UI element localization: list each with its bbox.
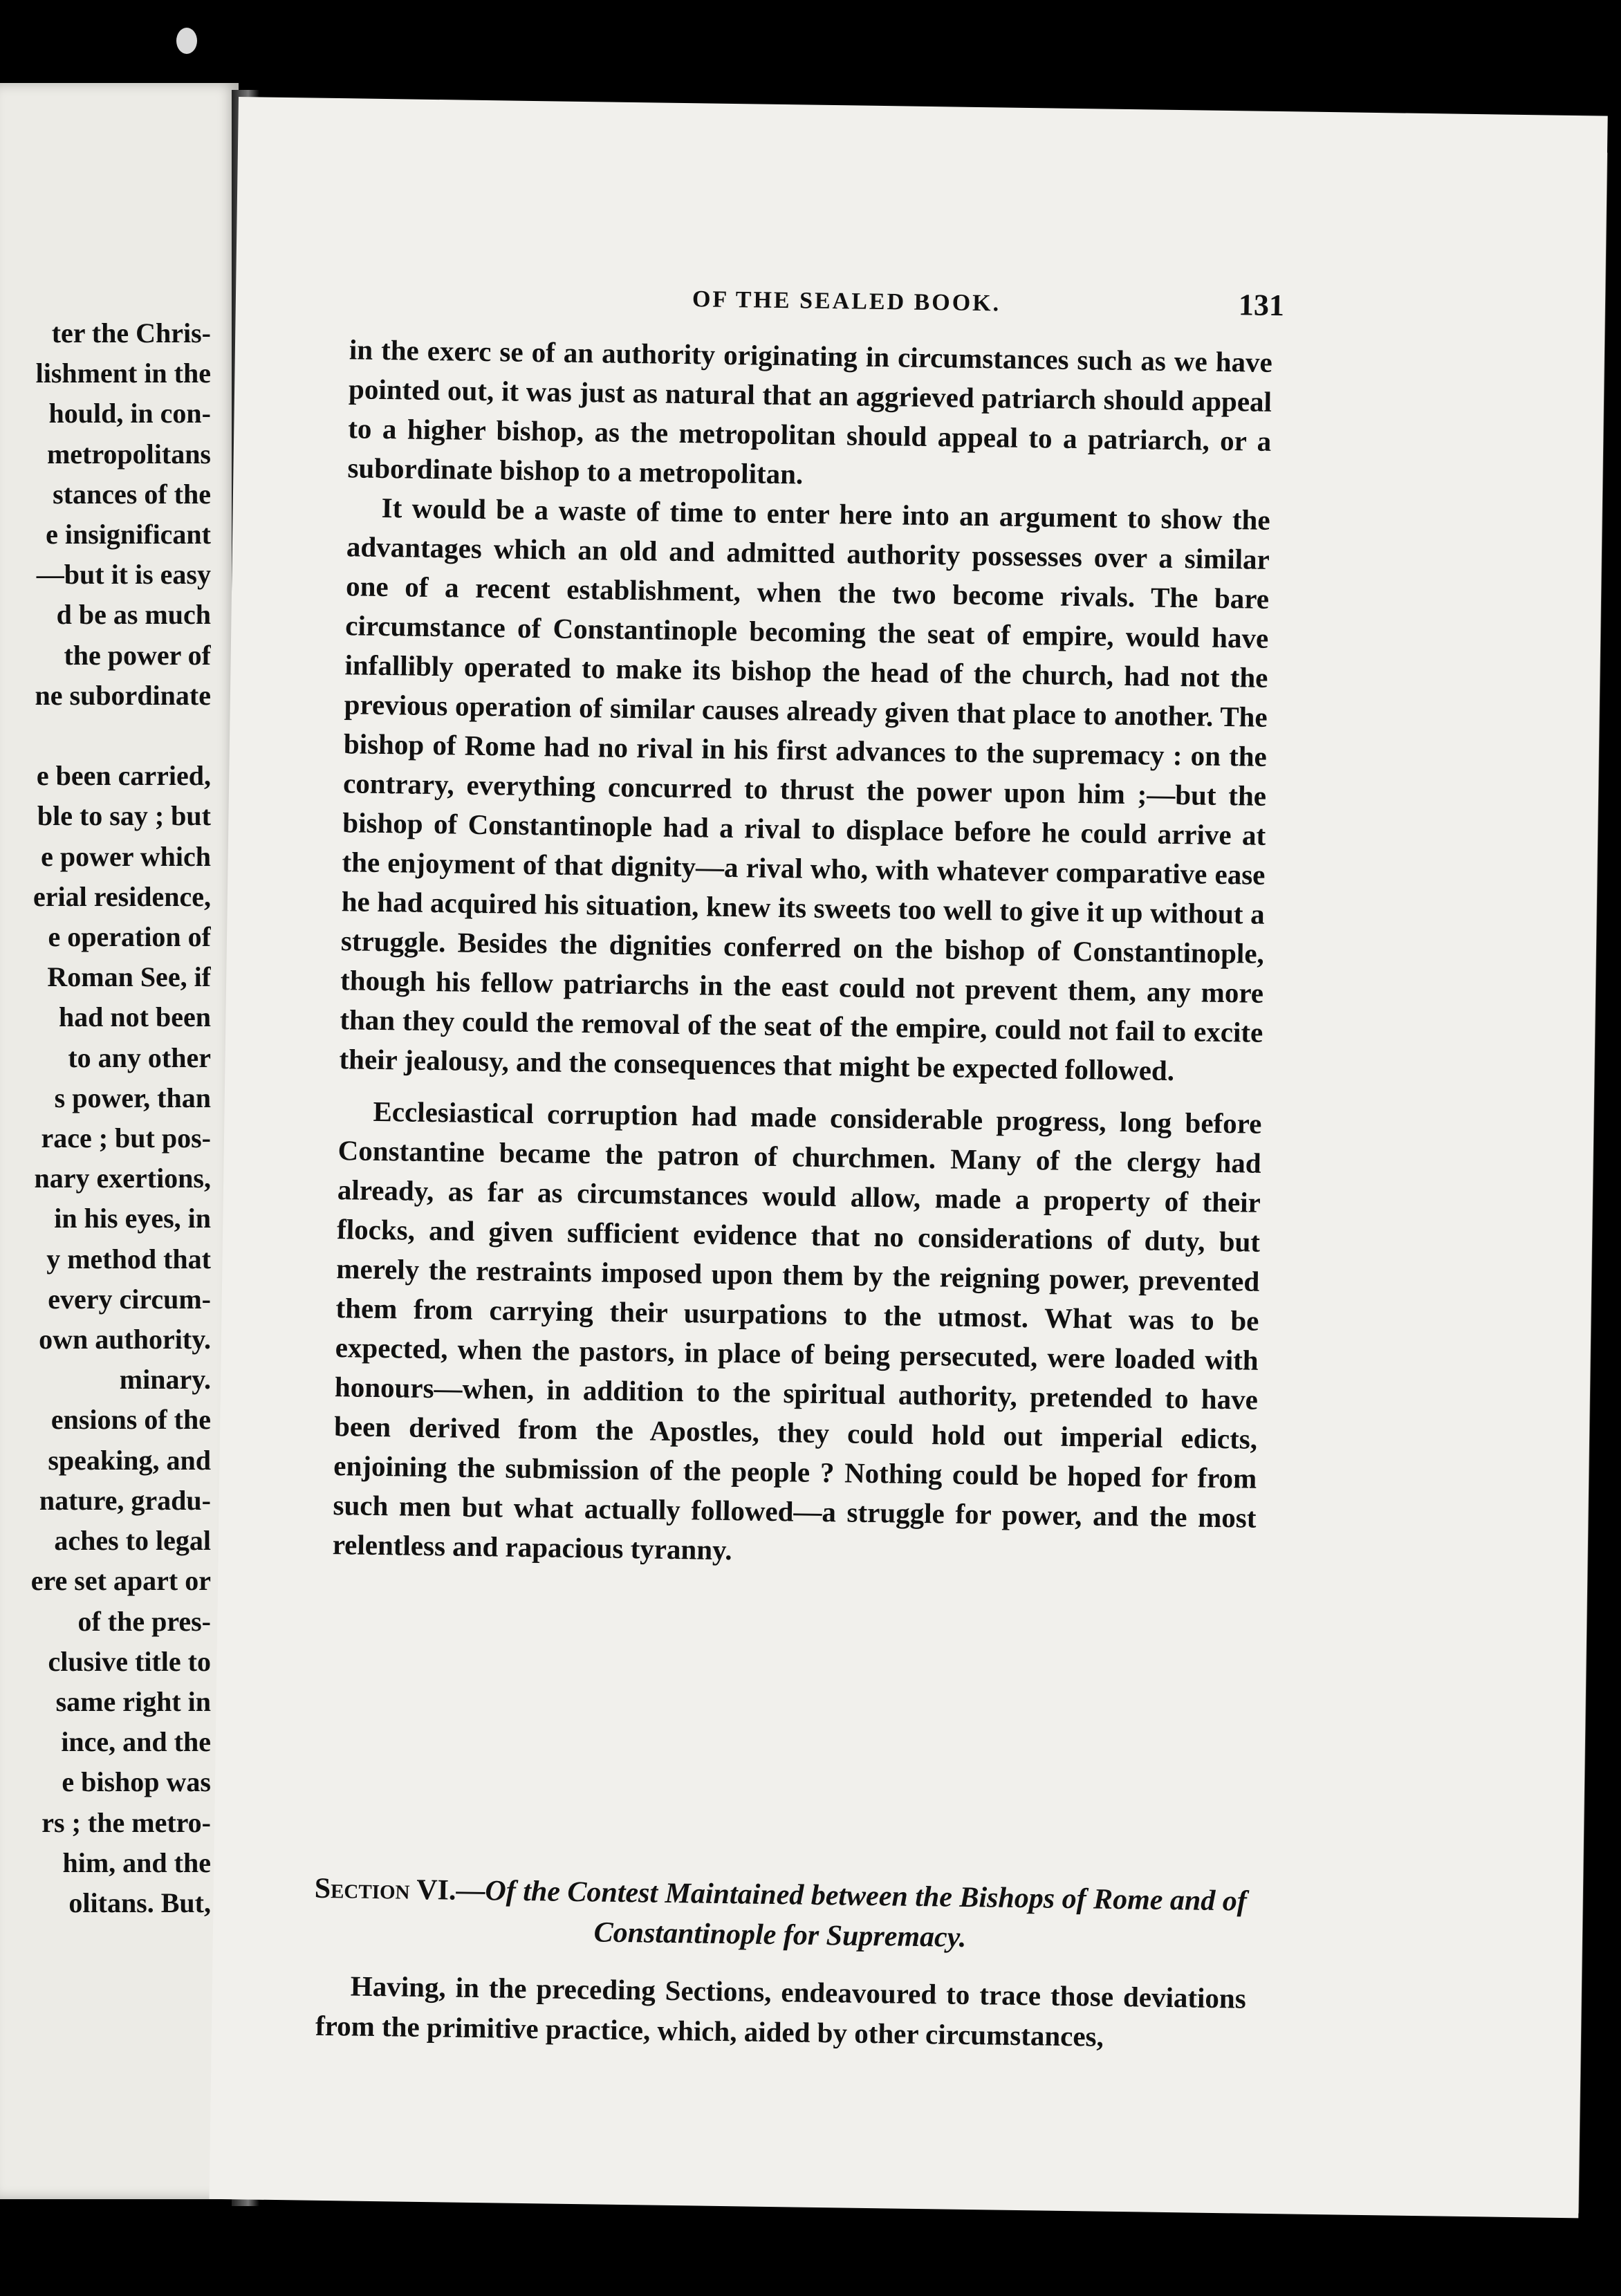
right-page <box>210 97 1608 2218</box>
left-page-line: stances of the <box>53 478 211 510</box>
left-page-line: of the pres- <box>77 1605 211 1637</box>
page-number: 131 <box>1238 288 1285 323</box>
left-page-line: had not been <box>58 1001 211 1033</box>
left-page-line: clusive title to <box>48 1645 211 1677</box>
left-page-line: —but it is easy <box>36 559 211 591</box>
left-page-text <box>0 313 211 1923</box>
section-label: Section VI.— <box>314 1872 485 1907</box>
left-page-line: ble to say ; but <box>37 800 211 832</box>
left-page-line <box>0 716 211 756</box>
left-facing-page <box>0 83 239 2199</box>
left-page-line: minary. <box>119 1364 211 1396</box>
left-page-line: Roman See, if <box>47 961 211 993</box>
left-page-line: ter the Chris- <box>51 317 211 349</box>
left-page-line: e been carried, <box>36 760 211 792</box>
left-page-line: s power, than <box>54 1082 211 1113</box>
left-page-line: him, and the <box>62 1846 211 1878</box>
section-heading <box>310 1869 1251 1962</box>
left-page-line: hould, in con- <box>48 398 211 429</box>
left-page-line: same right in <box>55 1685 211 1717</box>
left-page-line: ince, and the <box>61 1726 211 1758</box>
dust-speck <box>176 28 197 54</box>
left-page-line: speaking, and <box>48 1444 211 1476</box>
left-page-line: own authority. <box>39 1324 211 1355</box>
section-title: Of the Contest Maintained between the Bishops of Rome and of Constantinople for Supremacy. <box>485 1875 1248 1954</box>
left-page-line: y method that <box>46 1243 211 1275</box>
left-page-line: e power which <box>41 840 211 872</box>
paragraph-3: Ecclesiastical corruption had made considerable progress, long before Constantine became the patron of churchmen. Many of the clergy had already, as far as circumstances would allow, made a property of their flocks, and given sufficient evidence that no considerations of duty, but merely the restraints imposed upon them by the reigning power, prevented them from carrying their usurpations to the utmost. What was to be expected, when the pastors, in place of being persecuted, were loaded with honours—when, in addition to the spiritual authority, pretended to have been derived from the Apostles, they could hold out imperial edicts, enjoining the submission of the people ? Nothing could be hoped for from such men but what actually followed—a struggle for power, and the most relentless and rapacious tyranny. <box>332 1095 1262 1566</box>
left-page-line: nary exertions, <box>34 1163 211 1194</box>
left-page-line: ensions of the <box>50 1404 211 1436</box>
paragraph-2: It would be a waste of time to enter here into an argument to show the advantages which an old and admitted authority possesses over a similar one of a recent establishment, when the two become rivals. The bare circumstance of Constantinople becoming the seat of empire, would have infallibly operated to make its bishop the head of the church, had not the previous operation of similar causes already given that place to another. The bishop of Rome had no rival in his first advances to the supremacy : on the contrary, everything concurred to thrust the power upon him ;—but the bishop of Constantinople had a rival to displace before he could arrive at the enjoyment of that dignity—a rival who, with whatever comparative ease he had acquired his situation, knew its sweets too well to give it up without a struggle. Besides the dignities conferred on the bishop of Constantinople, though his fellow patriarchs in the east could not prevent them, any more than they could the removal of the seat of the empire, could not fail to excite their jealousy, and the consequences that might be expected followed. <box>339 491 1270 1087</box>
running-head: OF THE SEALED BOOK. <box>692 286 1001 317</box>
left-page-line: nature, gradu- <box>39 1484 211 1516</box>
left-page-line: ne subordinate <box>35 679 211 711</box>
left-page-line: d be as much <box>56 599 211 631</box>
left-page-line: e insignificant <box>46 519 211 550</box>
left-page-line: e bishop was <box>62 1766 211 1798</box>
paragraph-1: in the exerc se of an authority originating in circumstances such as we have pointed out, it was just as natural that an aggrieved patriarch should appeal to a higher bishop, as the metropolitan should appeal to a patriarch, or a subordinate bishop to a metropolitan. <box>347 333 1273 490</box>
left-page-line: lishment in the <box>35 358 211 389</box>
left-page-line: olitans. But, <box>68 1887 211 1918</box>
body-text <box>332 330 1272 1577</box>
section-text: Having, in the preceding Sections, endeavoured to trace those deviations from the primitive practice, which, aided by other circumstances, <box>315 1970 1247 2053</box>
left-page-line: erial residence, <box>33 880 211 912</box>
left-page-line: aches to legal <box>54 1525 211 1557</box>
left-page-line: rs ; the metro- <box>41 1806 211 1838</box>
left-page-line: every circum- <box>48 1283 211 1315</box>
left-page-line: in his eyes, in <box>54 1203 211 1234</box>
left-page-line: to any other <box>68 1041 211 1073</box>
left-page-line: the power of <box>64 639 211 671</box>
left-page-line: ere set apart or <box>30 1565 211 1597</box>
left-page-line: metropolitans <box>46 438 211 470</box>
left-page-line: race ; but pos- <box>41 1122 211 1154</box>
left-page-line: e operation of <box>48 921 211 953</box>
